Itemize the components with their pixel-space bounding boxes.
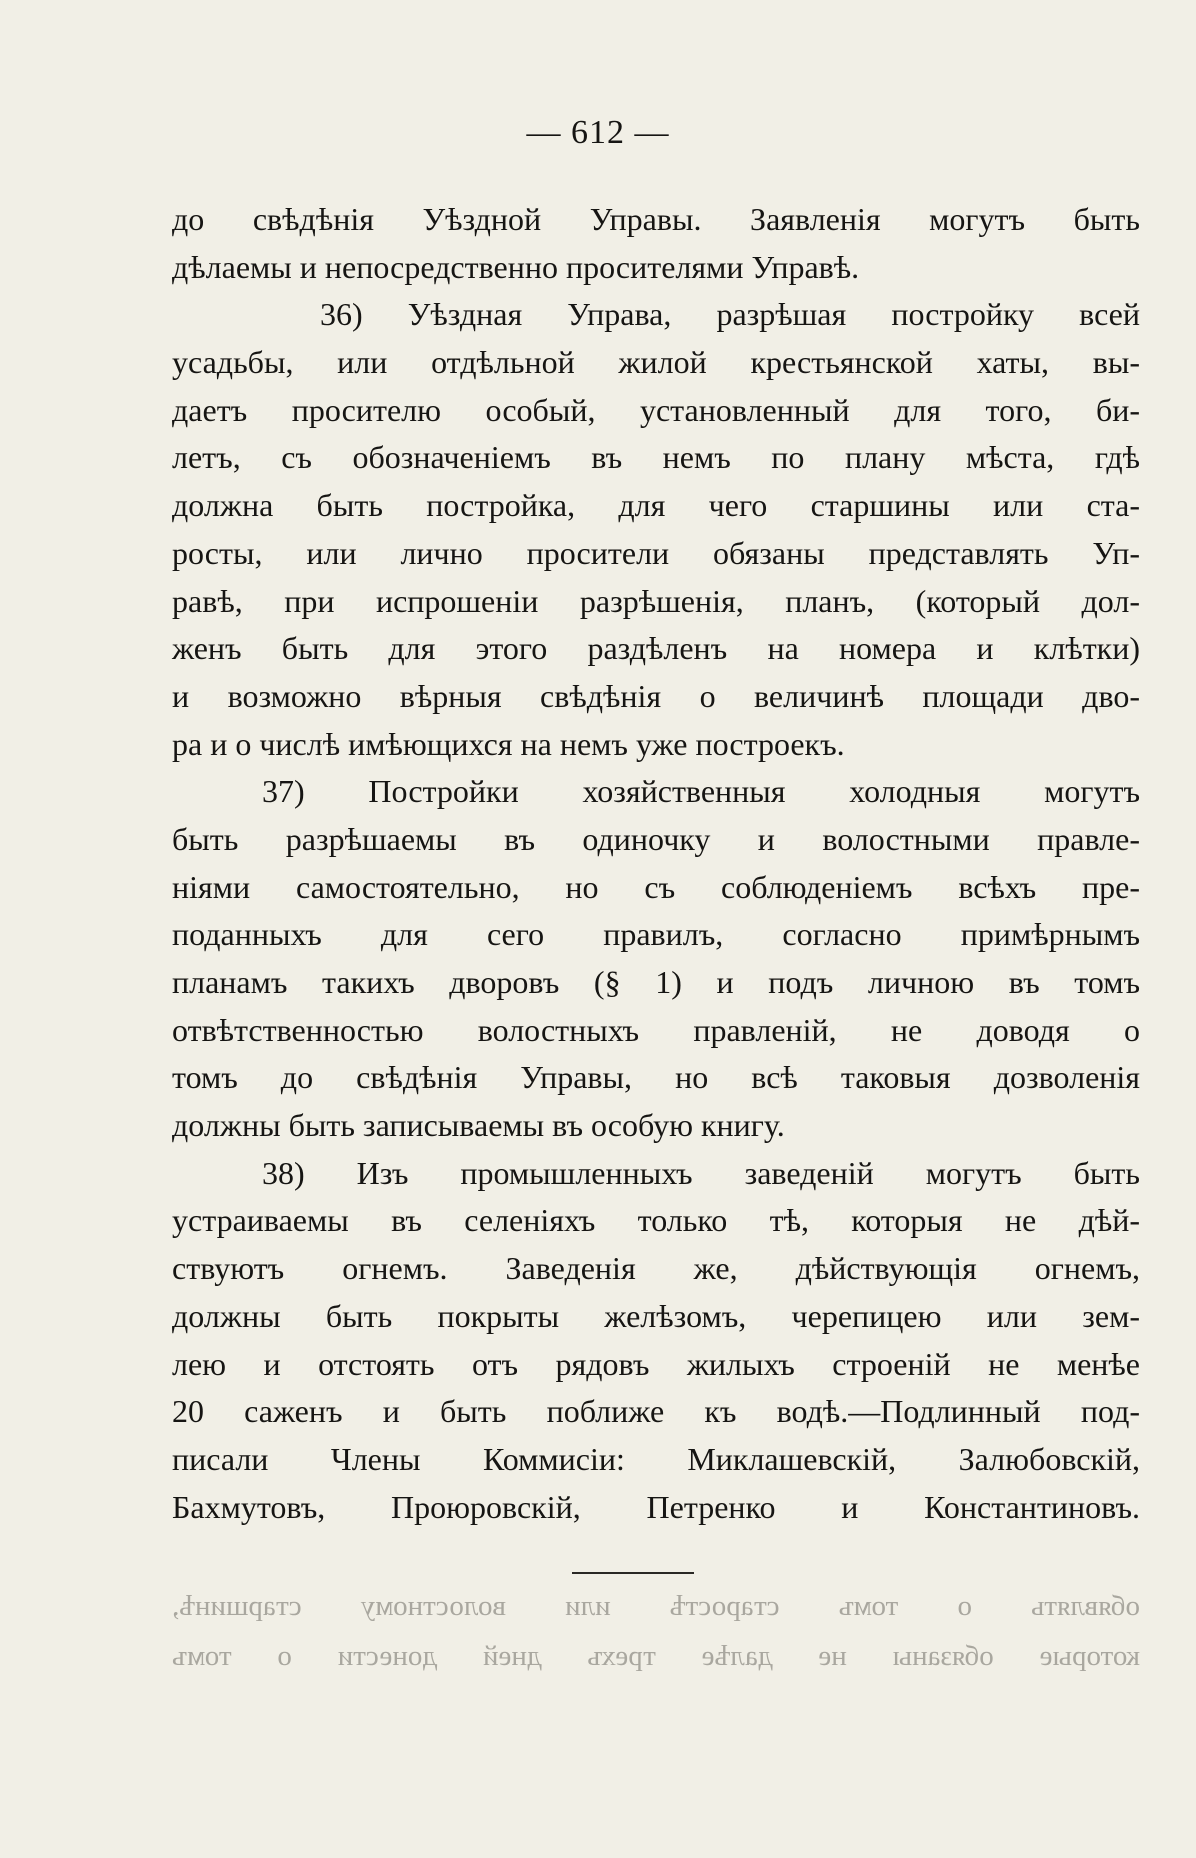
text-line: ніями самостоятельно, но съ соблюденіемъ всѣхъ пре- [172, 868, 1140, 905]
text-line: быть разрѣшаемы въ одиночку и волостными правле- [172, 820, 1140, 857]
body-text [172, 196, 1140, 1531]
text-line: дѣлаемы и непосредственно просителями Управѣ. [172, 248, 860, 285]
text-line: Бахмутовъ, Проюровскій, Петренко и Константиновъ. [172, 1488, 1140, 1525]
page-number: — 612 — [526, 114, 670, 151]
bleed-through-line: которые обязаны не далѣе трехъ дней донести о томъ [172, 1640, 1140, 1672]
text-line: отвѣтственностью волостныхъ правленій, не доводя о [172, 1011, 1140, 1048]
text-line: до свѣдѣнія Уѣздной Управы. Заявленія могутъ быть [172, 201, 1140, 237]
text-line: должна быть постройка, для чего старшины или ста- [172, 487, 1140, 524]
text-line: должны быть покрыты желѣзомъ, черепицею или зем- [172, 1297, 1140, 1334]
text-line: ра и о числѣ имѣющихся на немъ уже построекъ. [172, 725, 845, 762]
text-line: и возможно вѣрныя свѣдѣнія о величинѣ площади дво- [172, 677, 1140, 714]
text-line: усадьбы, или отдѣльной жилой крестьянской хаты, вы- [172, 344, 1140, 381]
text-line: ствуютъ огнемъ. Заведенія же, дѣйствующія огнемъ, [172, 1250, 1140, 1287]
text-line: женъ быть для этого раздѣленъ на номера и клѣтки) [172, 630, 1140, 667]
text-line: планамъ такихъ дворовъ (§ 1) и подъ личною въ томъ [172, 964, 1140, 1000]
text-line: лею и отстоять отъ рядовъ жилыхъ строеній не менѣе [172, 1345, 1140, 1382]
text-line: 36) Уѣздная Управа, разрѣшая постройку всей [320, 296, 1140, 333]
text-line: летъ, съ обозначеніемъ въ немъ по плану мѣста, гдѣ [172, 439, 1140, 476]
text-line: 20 саженъ и быть поближе къ водѣ.—Подлинный под- [172, 1393, 1140, 1430]
text-line: росты, или лично просители обязаны представлять Уп- [172, 534, 1140, 571]
text-line: поданныхъ для сего правилъ, согласно примѣрнымъ [172, 916, 1140, 953]
section-rule [572, 1572, 694, 1574]
text-line: устраиваемы въ селеніяхъ только тѣ, которыя не дѣй- [172, 1202, 1140, 1239]
bleed-through-line: обявлять о томъ старостѣ или волостному старшинѣ, [172, 1590, 1140, 1622]
text-line: даетъ просителю особый, установленный для того, би- [172, 391, 1140, 428]
text-line: равѣ, при испрошеніи разрѣшенія, планъ, (который дол- [172, 582, 1140, 619]
text-line: должны быть записываемы въ особую книгу. [172, 1107, 785, 1144]
text-line: 38) Изъ промышленныхъ заведеній могутъ быть [262, 1154, 1140, 1191]
text-line: томъ до свѣдѣнія Управы, но всѣ таковыя дозволенія [172, 1059, 1140, 1096]
text-line: писали Члены Коммисіи: Миклашевскій, Залюбовскій, [172, 1440, 1140, 1477]
text-line: 37) Постройки хозяйственныя холодныя могутъ [262, 773, 1140, 810]
